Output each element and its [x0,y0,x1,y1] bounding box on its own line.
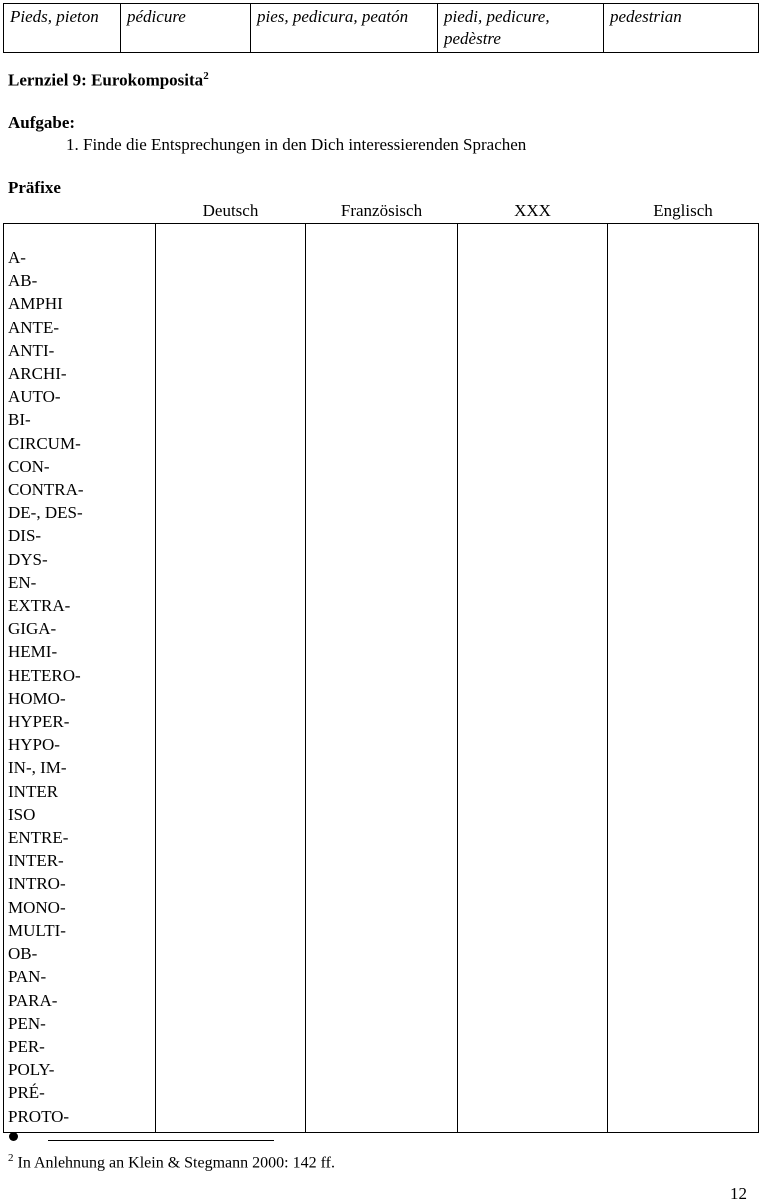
franzoesisch-input-cell[interactable] [306,224,458,1133]
example-cell-spanish: pies, pedicura, peatón [251,4,438,53]
prefix-item: HETERO- [8,665,81,685]
prefix-item: HYPO- [8,735,60,755]
aufgabe-label: Aufgabe: [8,113,76,132]
prefix-list-cell [4,224,156,1133]
prefix-item: GIGA- [8,619,57,639]
praefixe-heading: Präfixe [8,178,61,197]
footnote-ref: 2 [203,70,209,82]
prefix-item: INTRO- [8,874,66,894]
prefix-item: CONTRA- [8,480,84,500]
header-deutsch: Deutsch [202,201,259,220]
bullet-icon [9,1132,18,1141]
header-franzoesisch: Französisch [340,201,423,220]
header-xxx: XXX [514,201,551,220]
prefix-item: AMPHI [8,294,63,314]
prefix-item: ANTE- [8,317,59,337]
example-cell-italian: piedi, pedicure, pedèstre [438,4,604,53]
prefix-item: BI- [8,410,31,430]
prefix-item: CON- [8,456,50,476]
prefix-item: PROTO- [8,1106,70,1126]
prefix-item: HOMO- [8,688,66,708]
englisch-input-cell[interactable] [608,224,759,1133]
prefix-item: HYPER- [8,712,70,732]
page-number: 12 [730,1184,747,1203]
lernziel-text: Lernziel 9: Eurokomposita [8,70,204,90]
prefix-item: OB- [8,944,38,964]
prefix-item: A- [8,248,26,267]
footnote-separator [48,1140,274,1141]
prefix-table [3,199,759,1133]
prefix-item: DIS- [8,526,42,546]
prefix-item: PEN- [8,1013,46,1033]
xxx-input-cell[interactable] [458,224,608,1133]
header-englisch: Englisch [653,201,713,220]
prefix-item: PRÉ- [8,1083,45,1103]
deutsch-input-cell[interactable] [156,224,306,1133]
footnote [8,1152,335,1172]
prefix-item: MULTI- [8,920,66,940]
lernziel-heading [8,70,209,91]
prefix-item: POLY- [8,1060,55,1080]
example-row [4,4,759,53]
prefix-item: PER- [8,1036,45,1056]
previous-example-table [3,3,759,53]
header-row [4,199,759,224]
prefix-item: IN-, IM- [8,758,67,778]
prefix-item: MONO- [8,897,66,917]
prefix-item: INTER [8,781,59,801]
prefix-item: PAN- [8,967,47,987]
prefix-item: EXTRA- [8,596,71,616]
prefix-item: ARCHI- [8,364,67,384]
aufgabe-task: 1. Finde die Entsprechungen in den Dich interessierenden Sprachen [66,135,527,154]
prefix-item: PARA- [8,990,58,1010]
example-cell-french: Pieds, pieton [4,4,121,53]
footnote-text: In Anlehnung an Klein & Stegmann 2000: 142 ff. [17,1154,335,1172]
prefix-item: AB- [8,271,38,291]
prefix-item: HEMI- [8,642,58,662]
prefix-item: DE-, DES- [8,503,83,523]
footnote-number: 2 [8,1152,14,1164]
body-row [4,224,759,1133]
prefix-item: AUTO- [8,387,61,407]
example-cell-english: pedestrian [604,4,759,53]
prefix-item: ANTI- [8,340,55,360]
prefix-item: INTER- [8,851,64,871]
example-cell-english-pedicure: pédicure [121,4,251,53]
prefix-item: ISO [8,804,36,824]
prefix-item: CIRCUM- [8,433,81,453]
prefix-item: DYS- [8,549,48,569]
prefix-item: EN- [8,572,37,592]
header-blank [4,199,156,224]
prefix-item: ENTRE- [8,828,69,848]
